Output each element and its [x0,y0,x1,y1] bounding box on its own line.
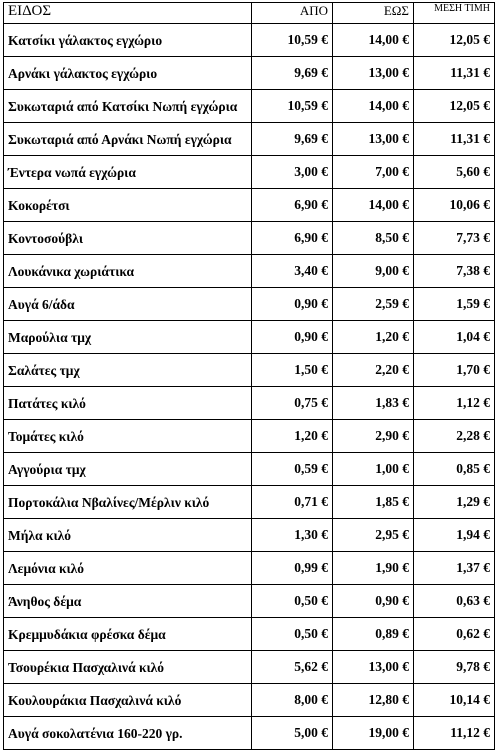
price-to-cell: 2,59 € [333,288,414,321]
item-cell: Κατσίκι γάλακτος εγχώριο [4,24,252,57]
table-header [4,3,495,24]
item-cell: Πορτοκάλια Νβαλίνες/Μέρλιν κιλό [4,486,252,519]
price-to-cell: 14,00 € [333,24,414,57]
price-from-cell: 10,59 € [252,24,333,57]
price-to-cell: 1,90 € [333,552,414,585]
price-from-cell: 0,90 € [252,321,333,354]
item-cell: Λεμόνια κιλό [4,552,252,585]
item-cell: Συκωταριά από Κατσίκι Νωπή εγχώρια [4,90,252,123]
price-avg-cell: 12,05 € [414,90,495,123]
item-cell: Τσουρέκια Πασχαλινά κιλό [4,651,252,684]
price-from-cell: 0,99 € [252,552,333,585]
item-cell: Αυγά σοκολατένια 160-220 γρ. [4,717,252,750]
price-from-cell: 3,40 € [252,255,333,288]
price-avg-cell: 1,12 € [414,387,495,420]
price-avg-cell: 7,73 € [414,222,495,255]
table-row [4,519,495,552]
price-to-cell: 14,00 € [333,90,414,123]
header-row [4,3,495,24]
price-from-cell: 0,50 € [252,618,333,651]
table-body [4,24,495,750]
price-to-cell: 2,90 € [333,420,414,453]
price-avg-cell: 0,85 € [414,453,495,486]
item-cell: Κοντοσούβλι [4,222,252,255]
price-to-cell: 0,89 € [333,618,414,651]
price-avg-cell: 0,62 € [414,618,495,651]
header-avg: ΜΕΣΗ ΤΙΜΗ [414,3,495,24]
price-to-cell: 9,00 € [333,255,414,288]
price-avg-cell: 1,70 € [414,354,495,387]
price-avg-cell: 5,60 € [414,156,495,189]
table-row [4,585,495,618]
item-cell: Αγγούρια τμχ [4,453,252,486]
price-avg-cell: 11,12 € [414,717,495,750]
header-from: ΑΠΟ [252,3,333,24]
price-to-cell: 2,20 € [333,354,414,387]
price-to-cell: 2,95 € [333,519,414,552]
table-row [4,288,495,321]
header-to: ΕΩΣ [333,3,414,24]
price-to-cell: 8,50 € [333,222,414,255]
price-to-cell: 1,00 € [333,453,414,486]
item-cell: Κρεμμυδάκια φρέσκα δέμα [4,618,252,651]
price-to-cell: 19,00 € [333,717,414,750]
table-row [4,123,495,156]
price-avg-cell: 11,31 € [414,123,495,156]
price-avg-cell: 1,59 € [414,288,495,321]
item-cell: Λουκάνικα χωριάτικα [4,255,252,288]
item-cell: Μαρούλια τμχ [4,321,252,354]
table-row [4,354,495,387]
table-row [4,156,495,189]
item-cell: Κουλουράκια Πασχαλινά κιλό [4,684,252,717]
price-to-cell: 0,90 € [333,585,414,618]
table-row [4,684,495,717]
price-from-cell: 0,71 € [252,486,333,519]
item-cell: Αυγά 6/άδα [4,288,252,321]
price-avg-cell: 1,04 € [414,321,495,354]
price-from-cell: 9,69 € [252,123,333,156]
price-from-cell: 5,00 € [252,717,333,750]
price-from-cell: 0,50 € [252,585,333,618]
table-row [4,486,495,519]
price-to-cell: 12,80 € [333,684,414,717]
price-to-cell: 13,00 € [333,123,414,156]
price-avg-cell: 0,63 € [414,585,495,618]
price-to-cell: 13,00 € [333,651,414,684]
price-avg-cell: 2,28 € [414,420,495,453]
price-to-cell: 1,83 € [333,387,414,420]
price-from-cell: 8,00 € [252,684,333,717]
price-to-cell: 1,20 € [333,321,414,354]
item-cell: Αρνάκι γάλακτος εγχώριο [4,57,252,90]
item-cell: Άνηθος δέμα [4,585,252,618]
item-cell: Συκωταριά από Αρνάκι Νωπή εγχώρια [4,123,252,156]
price-from-cell: 0,90 € [252,288,333,321]
table-row [4,618,495,651]
price-avg-cell: 10,14 € [414,684,495,717]
table-row [4,387,495,420]
table-row [4,24,495,57]
item-cell: Πατάτες κιλό [4,387,252,420]
price-from-cell: 1,20 € [252,420,333,453]
item-cell: Κοκορέτσι [4,189,252,222]
price-from-cell: 0,59 € [252,453,333,486]
item-cell: Σαλάτες τμχ [4,354,252,387]
table-row [4,222,495,255]
price-avg-cell: 10,06 € [414,189,495,222]
price-to-cell: 13,00 € [333,57,414,90]
item-cell: Τομάτες κιλό [4,420,252,453]
price-from-cell: 10,59 € [252,90,333,123]
table-row [4,651,495,684]
price-from-cell: 1,50 € [252,354,333,387]
price-from-cell: 0,75 € [252,387,333,420]
table-row [4,420,495,453]
item-cell: Έντερα νωπά εγχώρια [4,156,252,189]
table-row [4,321,495,354]
price-avg-cell: 11,31 € [414,57,495,90]
price-to-cell: 1,85 € [333,486,414,519]
table-row [4,90,495,123]
price-avg-cell: 7,38 € [414,255,495,288]
table-row [4,453,495,486]
price-avg-cell: 1,29 € [414,486,495,519]
price-from-cell: 6,90 € [252,189,333,222]
price-from-cell: 9,69 € [252,57,333,90]
price-avg-cell: 12,05 € [414,24,495,57]
price-table [3,2,495,750]
item-cell: Μήλα κιλό [4,519,252,552]
header-item: ΕΙΔΟΣ [4,3,252,24]
price-table-container [3,2,495,750]
price-avg-cell: 1,37 € [414,552,495,585]
table-row [4,255,495,288]
price-from-cell: 1,30 € [252,519,333,552]
price-to-cell: 7,00 € [333,156,414,189]
table-row [4,189,495,222]
price-from-cell: 3,00 € [252,156,333,189]
table-row [4,57,495,90]
price-from-cell: 5,62 € [252,651,333,684]
table-row [4,552,495,585]
price-to-cell: 14,00 € [333,189,414,222]
price-avg-cell: 9,78 € [414,651,495,684]
price-avg-cell: 1,94 € [414,519,495,552]
table-row [4,717,495,750]
price-from-cell: 6,90 € [252,222,333,255]
